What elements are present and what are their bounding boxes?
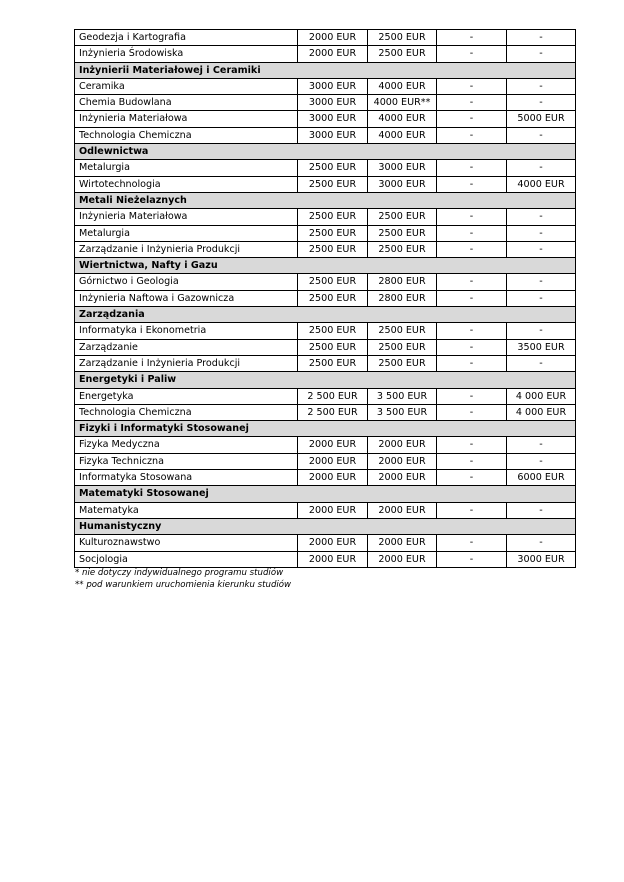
section-title: Fizyki i Informatyki Stosowanej (75, 421, 576, 437)
course-name-cell: Zarządzanie i Inżynieria Produkcji (75, 355, 298, 371)
fee-cell-1: 2000 EUR (298, 551, 368, 567)
fee-cell-4: - (507, 225, 576, 241)
table-row (75, 453, 576, 469)
footnote-double-star: ** pod warunkiem uruchomienia kierunku studiów (75, 580, 292, 590)
fee-cell-2: 2800 EUR (368, 290, 437, 306)
fee-cell-4: 5000 EUR (507, 111, 576, 127)
fee-cell-3: - (437, 241, 507, 257)
course-name-cell: Fizyka Techniczna (75, 453, 298, 469)
table-row (75, 176, 576, 192)
fee-cell-3: - (437, 225, 507, 241)
section-header-row (75, 258, 576, 274)
section-header-row (75, 372, 576, 388)
table-row (75, 290, 576, 306)
fee-cell-2: 4000 EUR** (368, 95, 437, 111)
fee-cell-2: 2000 EUR (368, 551, 437, 567)
fee-cell-2: 2800 EUR (368, 274, 437, 290)
fee-cell-1: 2500 EUR (298, 176, 368, 192)
fee-cell-1: 2000 EUR (298, 437, 368, 453)
course-name-cell: Informatyka i Ekonometria (75, 323, 298, 339)
course-name-cell: Kulturoznawstwo (75, 535, 298, 551)
fee-cell-3: - (437, 209, 507, 225)
fee-cell-4: - (507, 127, 576, 143)
fee-cell-3: - (437, 437, 507, 453)
table-row (75, 339, 576, 355)
fee-cell-3: - (437, 502, 507, 518)
table-row (75, 274, 576, 290)
fee-cell-4: - (507, 274, 576, 290)
fee-cell-2: 4000 EUR (368, 111, 437, 127)
section-title: Energetyki i Paliw (75, 372, 576, 388)
fee-cell-1: 2000 EUR (298, 535, 368, 551)
fee-cell-2: 2500 EUR (368, 225, 437, 241)
fee-cell-3: - (437, 30, 507, 46)
fee-cell-4: - (507, 209, 576, 225)
section-header-row (75, 307, 576, 323)
section-header-row (75, 486, 576, 502)
fee-cell-3: - (437, 388, 507, 404)
fee-cell-3: - (437, 323, 507, 339)
fee-cell-3: - (437, 404, 507, 420)
fee-cell-3: - (437, 176, 507, 192)
fee-cell-4: 3000 EUR (507, 551, 576, 567)
course-name-cell: Ceramika (75, 78, 298, 94)
fee-cell-1: 2 500 EUR (298, 404, 368, 420)
fee-cell-2: 2000 EUR (368, 437, 437, 453)
table-row (75, 535, 576, 551)
table-row (75, 470, 576, 486)
section-title: Odlewnictwa (75, 144, 576, 160)
fee-cell-2: 4000 EUR (368, 127, 437, 143)
table-row (75, 160, 576, 176)
fee-cell-2: 2500 EUR (368, 46, 437, 62)
section-title: Inżynierii Materiałowej i Ceramiki (75, 62, 576, 78)
fee-cell-2: 2500 EUR (368, 355, 437, 371)
course-name-cell: Zarządzanie (75, 339, 298, 355)
fee-cell-4: - (507, 160, 576, 176)
section-header-row (75, 144, 576, 160)
course-name-cell: Energetyka (75, 388, 298, 404)
course-name-cell: Informatyka Stosowana (75, 470, 298, 486)
course-name-cell: Geodezja i Kartografia (75, 30, 298, 46)
fee-cell-3: - (437, 339, 507, 355)
table-row (75, 95, 576, 111)
section-title: Matematyki Stosowanej (75, 486, 576, 502)
section-title: Metali Nieżelaznych (75, 192, 576, 208)
course-name-cell: Inżynieria Środowiska (75, 46, 298, 62)
section-header-row (75, 421, 576, 437)
fee-cell-4: - (507, 323, 576, 339)
fee-cell-1: 3000 EUR (298, 95, 368, 111)
fee-cell-4: 3500 EUR (507, 339, 576, 355)
fee-cell-2: 2500 EUR (368, 323, 437, 339)
course-name-cell: Inżynieria Naftowa i Gazownicza (75, 290, 298, 306)
fee-cell-4: - (507, 241, 576, 257)
fee-cell-3: - (437, 355, 507, 371)
fee-cell-1: 2000 EUR (298, 453, 368, 469)
fee-cell-3: - (437, 551, 507, 567)
fee-cell-4: - (507, 437, 576, 453)
fee-cell-2: 3000 EUR (368, 160, 437, 176)
table-row (75, 46, 576, 62)
table-row (75, 404, 576, 420)
fee-cell-4: - (507, 355, 576, 371)
fee-cell-4: 4 000 EUR (507, 388, 576, 404)
fee-cell-1: 3000 EUR (298, 127, 368, 143)
fee-cell-2: 2000 EUR (368, 535, 437, 551)
fee-cell-2: 2500 EUR (368, 209, 437, 225)
fee-cell-1: 2000 EUR (298, 502, 368, 518)
table-row (75, 225, 576, 241)
fee-cell-3: - (437, 127, 507, 143)
fee-cell-2: 2500 EUR (368, 241, 437, 257)
fee-cell-3: - (437, 274, 507, 290)
course-name-cell: Zarządzanie i Inżynieria Produkcji (75, 241, 298, 257)
fee-table-body (75, 30, 576, 568)
fee-cell-4: 6000 EUR (507, 470, 576, 486)
table-row (75, 111, 576, 127)
fee-cell-1: 2500 EUR (298, 290, 368, 306)
course-name-cell: Wirtotechnologia (75, 176, 298, 192)
fee-cell-3: - (437, 290, 507, 306)
table-row (75, 30, 576, 46)
fee-cell-3: - (437, 46, 507, 62)
fee-cell-3: - (437, 535, 507, 551)
fee-cell-3: - (437, 111, 507, 127)
fee-cell-4: - (507, 535, 576, 551)
table-row (75, 78, 576, 94)
footnote-single-star: * nie dotyczy indywidualnego programu studiów (75, 568, 284, 578)
fee-cell-3: - (437, 95, 507, 111)
fee-cell-3: - (437, 453, 507, 469)
table-row (75, 355, 576, 371)
table-row (75, 241, 576, 257)
course-name-cell: Metalurgia (75, 160, 298, 176)
fee-cell-1: 3000 EUR (298, 78, 368, 94)
course-name-cell: Górnictwo i Geologia (75, 274, 298, 290)
section-header-row (75, 192, 576, 208)
fee-cell-2: 2500 EUR (368, 30, 437, 46)
fee-cell-1: 2000 EUR (298, 470, 368, 486)
table-row (75, 127, 576, 143)
fee-cell-1: 2500 EUR (298, 209, 368, 225)
fee-cell-1: 2 500 EUR (298, 388, 368, 404)
fee-cell-2: 2000 EUR (368, 453, 437, 469)
fee-cell-4: - (507, 78, 576, 94)
table-row (75, 437, 576, 453)
footnotes (75, 567, 291, 591)
section-title: Humanistyczny (75, 518, 576, 534)
fee-cell-1: 2500 EUR (298, 160, 368, 176)
section-header-row (75, 518, 576, 534)
fee-cell-1: 2500 EUR (298, 274, 368, 290)
fee-cell-4: - (507, 502, 576, 518)
course-name-cell: Technologia Chemiczna (75, 127, 298, 143)
course-name-cell: Metalurgia (75, 225, 298, 241)
fee-cell-4: - (507, 290, 576, 306)
course-name-cell: Technologia Chemiczna (75, 404, 298, 420)
fee-cell-2: 2500 EUR (368, 339, 437, 355)
table-row (75, 209, 576, 225)
fee-cell-1: 2500 EUR (298, 355, 368, 371)
fee-cell-1: 2000 EUR (298, 30, 368, 46)
fee-cell-2: 4000 EUR (368, 78, 437, 94)
fee-cell-2: 3 500 EUR (368, 388, 437, 404)
table-row (75, 502, 576, 518)
fee-cell-1: 2500 EUR (298, 241, 368, 257)
course-name-cell: Matematyka (75, 502, 298, 518)
section-title: Wiertnictwa, Nafty i Gazu (75, 258, 576, 274)
fee-cell-2: 2000 EUR (368, 502, 437, 518)
fee-cell-4: - (507, 453, 576, 469)
section-header-row (75, 62, 576, 78)
fee-table (74, 29, 576, 568)
fee-cell-4: - (507, 30, 576, 46)
fee-cell-1: 2500 EUR (298, 339, 368, 355)
table-row (75, 551, 576, 567)
fee-cell-1: 3000 EUR (298, 111, 368, 127)
course-name-cell: Inżynieria Materiałowa (75, 111, 298, 127)
fee-cell-2: 3000 EUR (368, 176, 437, 192)
fee-cell-3: - (437, 470, 507, 486)
fee-cell-4: 4 000 EUR (507, 404, 576, 420)
fee-cell-2: 3 500 EUR (368, 404, 437, 420)
course-name-cell: Inżynieria Materiałowa (75, 209, 298, 225)
course-name-cell: Fizyka Medyczna (75, 437, 298, 453)
fee-cell-1: 2000 EUR (298, 46, 368, 62)
course-name-cell: Chemia Budowlana (75, 95, 298, 111)
fee-cell-4: - (507, 95, 576, 111)
fee-cell-4: 4000 EUR (507, 176, 576, 192)
table-row (75, 388, 576, 404)
fee-cell-1: 2500 EUR (298, 225, 368, 241)
fee-cell-3: - (437, 78, 507, 94)
fee-cell-4: - (507, 46, 576, 62)
fee-cell-1: 2500 EUR (298, 323, 368, 339)
fee-cell-3: - (437, 160, 507, 176)
fee-cell-2: 2000 EUR (368, 470, 437, 486)
section-title: Zarządzania (75, 307, 576, 323)
table-row (75, 323, 576, 339)
course-name-cell: Socjologia (75, 551, 298, 567)
